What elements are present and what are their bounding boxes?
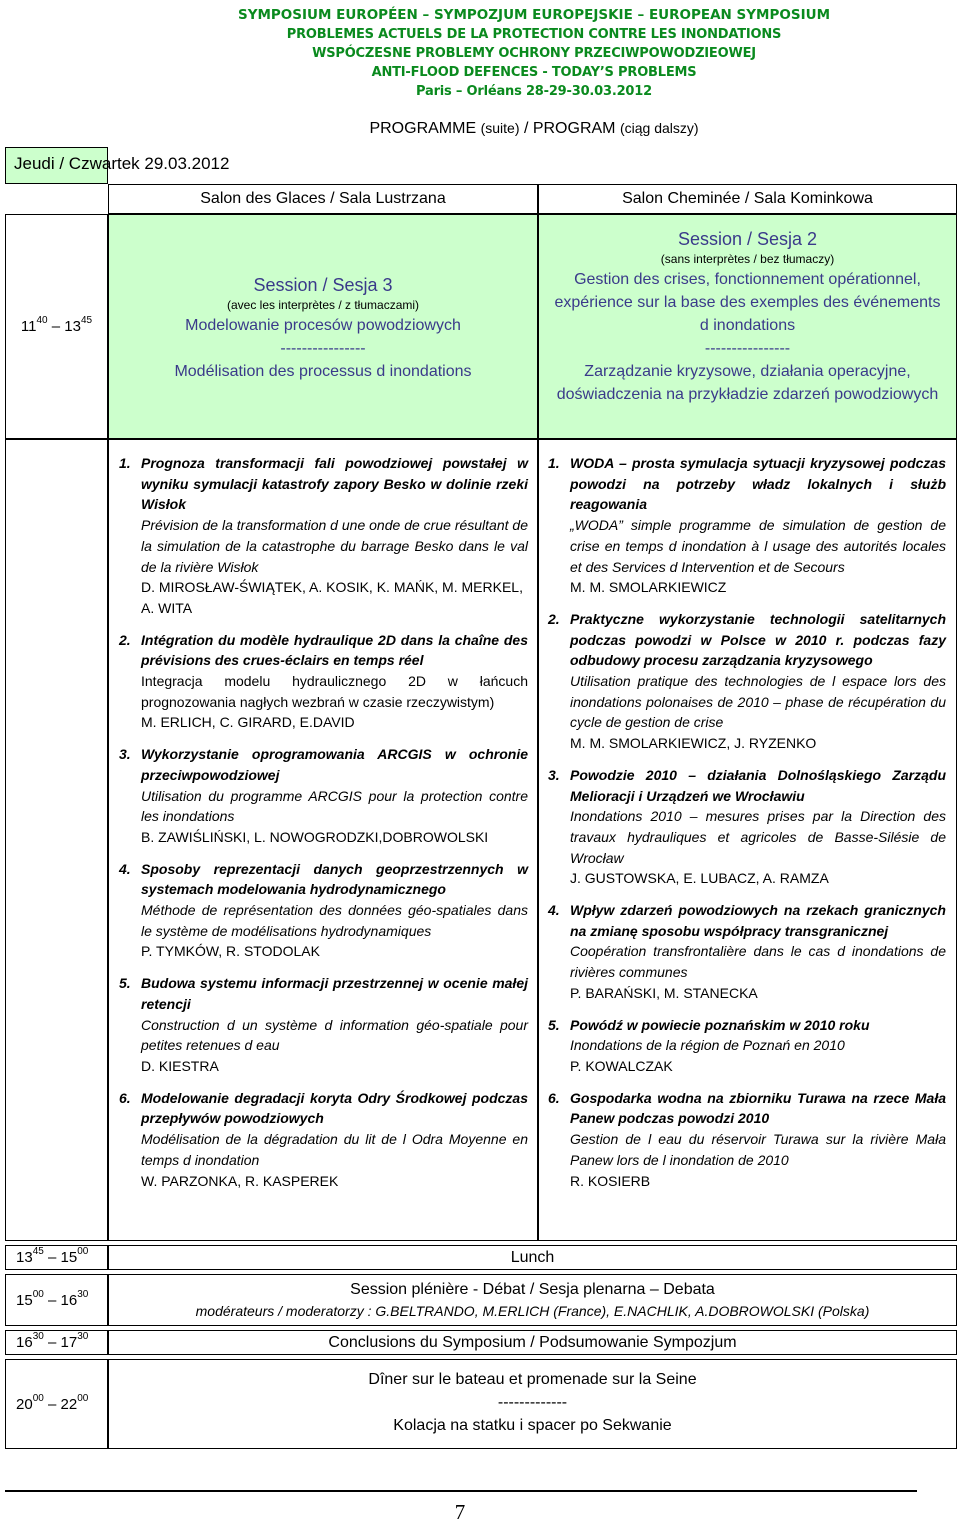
right-item-4 <box>548 900 946 1004</box>
day-label: Jeudi / Czwartek 29.03.2012 <box>14 154 230 173</box>
item-number: 4. <box>548 902 560 919</box>
items-time-cell <box>5 439 108 1241</box>
time-end-min: 00 <box>77 1246 89 1257</box>
time-end-hour: 16 <box>60 1291 78 1309</box>
dinner-pl: Kolacja na statku i spacer po Sekwanie <box>393 1417 672 1434</box>
dinner-sep: ------------- <box>497 1394 568 1411</box>
lunch-label: Lunch <box>510 1249 555 1266</box>
item-title: Powódź w powiecie poznańskim w 2010 roku <box>570 1016 870 1033</box>
item-number: 1. <box>548 455 560 471</box>
item-title: Budowa systemu informacji przestrzennej w ocenie małej retencji <box>141 975 528 1012</box>
left-item-2 <box>119 630 528 734</box>
item-translation: Utilisation du programme ARCGIS pour la protection contre les inondations <box>141 787 528 825</box>
item-translation: Inondations 2010 – mesures prises par la Direction des travaux hydrauliques et agricoles de Basse-Silésie de Wrocław <box>570 808 946 866</box>
time-start-min: 30 <box>32 1331 44 1342</box>
time-start-hour: 20 <box>16 1395 33 1413</box>
item-title: WODA – prosta symulacja sytuacji kryzysowej podczas powodzi na potrzeby władz lokalnych i służb reagowania <box>570 455 946 513</box>
room-left-header <box>108 184 538 214</box>
session-2-sep: ---------------- <box>704 340 791 357</box>
session-3-cell <box>108 214 538 439</box>
item-number: 2. <box>119 631 131 648</box>
item-translation: Coopération transfrontalière dans le cas d inondations de rivières communes <box>570 943 946 981</box>
plenary-moderators: modérateurs / moderatorzy : G.BELTRANDO, M.ERLICH (France), E.NACHLIK, A.DOBROWOLSKI (Polska) <box>195 1303 870 1319</box>
header-line-4: ANTI-FLOOD DEFENCES - TODAY’S PROBLEMS <box>371 65 697 80</box>
time-end-min: 30 <box>77 1288 89 1300</box>
session-3-sep: ---------------- <box>280 340 366 357</box>
conclusions-label: Conclusions du Symposium / Podsumowanie Sympozjum <box>328 1334 737 1351</box>
plenary-cell <box>108 1274 957 1326</box>
time-start-hour: 15 <box>16 1291 33 1309</box>
room-right-header <box>538 184 957 214</box>
item-title: Intégration du modèle hydraulique 2D dans la chaîne des prévisions des crues-éclairs en temps réel <box>141 631 528 669</box>
right-item-1 <box>548 453 946 598</box>
lunch-cell <box>108 1245 957 1270</box>
item-authors: P. KOWALCZAK <box>570 1057 673 1074</box>
item-translation: Inondations de la région de Poznań en 2010 <box>570 1037 845 1054</box>
conclusions-cell <box>108 1330 957 1355</box>
item-translation: Gestion de l eau du réservoir Turawa sur la rivière Mała Panew lors de l inondation de 2010 <box>570 1131 946 1168</box>
time-end-hour: 22 <box>60 1395 78 1413</box>
item-title: Modelowanie degradacji koryta Odry Środkowej podczas przepływów powodziowych <box>141 1089 528 1127</box>
slot-start-hour: 11 <box>20 318 37 335</box>
session-3-sub: (avec les interprètes / z tłumaczami) <box>226 298 420 312</box>
item-translation: Méthode de représentation des données géo-spatiales dans le système de modélisations hydrodynamiques <box>141 902 528 939</box>
session-2-pl: Zarządzanie kryzysowe, działania operacyjne, doświadczenia na przykładzie zdarzeń powodziowych <box>556 363 939 403</box>
slot-start-min: 40 <box>36 315 48 326</box>
time-end-min: 30 <box>77 1331 89 1342</box>
item-authors: P. TYMKÓW, R. STODOLAK <box>141 943 320 960</box>
item-authors: B. ZAWIŚLIŃSKI, L. NOWOGRODZKI,DOBROWOLSKI <box>141 828 489 845</box>
item-number: 3. <box>119 746 131 763</box>
item-title: Wykorzystanie oprogramowania ARCGIS w ochronie przeciwpowodziowej <box>141 746 528 783</box>
header-line-5: Paris – Orléans 28-29-30.03.2012 <box>416 84 652 99</box>
header-line-1: SYMPOSIUM EUROPÉEN – SYMPOZJUM EUROPEJSKIE – EUROPEAN SYMPOSIUM <box>237 7 831 23</box>
room-right-label: Salon Cheminée / Sala Kominkowa <box>622 190 873 207</box>
page-number: 7 <box>454 1500 466 1521</box>
right-item-6 <box>548 1088 946 1192</box>
header-line-3: WSPÓCZESNE PROBLEMY OCHRONY PRZECIWPOWODZIEOWEJ <box>312 46 756 61</box>
item-title: Praktyczne wykorzystanie technologii satelitarnych podczas powodzi w Polsce w 2010 r. podczas fazy odbudowy procesu zarządzania kryzysowego <box>570 610 946 669</box>
item-title: Gospodarka wodna na zbiorniku Turawa na rzece Mała Panew podczas powodzi 2010 <box>570 1089 946 1127</box>
right-presentations <box>548 453 946 1202</box>
item-title: Prognoza transformacji fali powodziowej powstałej w wyniku symulacji katastrofy zapory Besko w dolinie rzeki Wisłok <box>141 455 528 513</box>
time-end-hour: 17 <box>60 1334 78 1351</box>
programme-title-pl: / PROGRAM <box>523 120 616 137</box>
time-end-min: 00 <box>77 1392 89 1404</box>
item-translation: Integracja modelu hydraulicznego 2D w łańcuch prognozowania nagłych wezbrań w czasie rzeczywistym) <box>141 673 528 710</box>
left-item-1 <box>119 453 528 619</box>
item-title: Powodzie 2010 – działania Dolnośląskiego Zarządu Melioracji i Urządzeń we Wrocławiu <box>570 766 946 804</box>
conclusions-time: 16 $^{30}$ – 17 $^{30}$ <box>5 1330 108 1355</box>
session-2-cell <box>538 214 957 439</box>
room-left-label: Salon des Glaces / Sala Lustrzana <box>200 190 446 207</box>
left-item-3 <box>119 744 528 848</box>
slot-end-hour: 13 <box>64 318 81 335</box>
item-authors: D. MIROSŁAW-ŚWIĄTEK, A. KOSIK, K. MAŃK, M. MERKEL, A. WITA <box>141 579 523 616</box>
lunch-time: 13 $^{45}$ – 15 $^{00}$ <box>5 1245 108 1270</box>
item-translation: Prévision de la transformation d une onde de crue résultant de la simulation de la catastrophe du barrage Besko dans le val de la rivière Wisłok <box>141 517 528 575</box>
item-translation: Construction d un système d information géo-spatiale pour petites retenues d eau <box>141 1016 528 1054</box>
item-authors: M. ERLICH, C. GIRARD, E.DAVID <box>141 714 355 731</box>
time-start-hour: 16 <box>16 1334 33 1351</box>
time-start-min: 45 <box>32 1246 44 1257</box>
item-authors: P. BARAŃSKI, M. STANECKA <box>570 984 758 1001</box>
time-start-min: 00 <box>32 1392 44 1404</box>
time-end-hour: 15 <box>60 1249 78 1266</box>
item-authors: J. GUSTOWSKA, E. LUBACZ, A. RAMZA <box>570 870 829 887</box>
left-item-5 <box>119 973 528 1077</box>
left-item-6 <box>119 1088 528 1192</box>
item-number: 2. <box>548 610 560 627</box>
item-number: 5. <box>119 975 131 992</box>
time-start-hour: 13 <box>16 1249 33 1266</box>
programme-title-pl-suite: (ciąg dalszy) <box>619 120 699 136</box>
dinner-cell <box>108 1359 957 1449</box>
item-authors: W. PARZONKA, R. KASPEREK <box>141 1172 339 1189</box>
item-authors: M. M. SMOLARKIEWICZ <box>570 579 727 596</box>
right-item-2 <box>548 609 946 754</box>
item-number: 4. <box>119 860 131 877</box>
item-authors: D. KIESTRA <box>141 1057 219 1074</box>
time-start-min: 00 <box>32 1288 44 1300</box>
session-time-slot: 11 $^{40}$ – 13 $^{45}$ <box>5 214 108 439</box>
item-number: 6. <box>548 1089 560 1106</box>
programme-title <box>108 120 960 138</box>
item-translation: Modélisation de la dégradation du lit de l Odra Moyenne en temps d inondation <box>141 1131 528 1168</box>
item-title: Sposoby reprezentacji danych geoprzestrzennych w systemach modelowania hydrodynamicznego <box>141 860 528 898</box>
plenary-title: Session plénière - Débat / Sesja plenarna – Debata <box>350 1281 715 1298</box>
item-authors: R. KOSIERB <box>570 1172 651 1189</box>
item-authors: M. M. SMOLARKIEWICZ, J. RYZENKO <box>570 735 817 752</box>
session-3-title: Session / Sesja 3 <box>253 275 393 295</box>
symposium-header <box>108 6 960 101</box>
programme-title-fr: PROGRAMME <box>369 120 477 137</box>
item-number: 5. <box>548 1016 560 1033</box>
session-2-title: Session / Sesja 2 <box>677 229 818 249</box>
dinner-fr: Dîner sur le bateau et promenade sur la Seine <box>368 1371 697 1388</box>
plenary-time: 15 $^{00}$ – 16 $^{30}$ <box>5 1274 108 1326</box>
item-number: 6. <box>119 1089 131 1106</box>
left-item-4 <box>119 859 528 963</box>
left-presentations <box>119 453 528 1202</box>
item-number: 3. <box>548 766 560 783</box>
programme-title-fr-suite: (suite) <box>480 120 520 136</box>
session-2-sub: (sans interprètes / bez tłumaczy) <box>660 252 835 266</box>
item-number: 1. <box>119 455 131 471</box>
item-translation: „WODA” simple programme de simulation de gestion de crise en temps d inondation à l usage des autorités locales et des Services d Intervention et de Secours <box>570 517 946 575</box>
session-2-fr: Gestion des crises, fonctionnement opérationnel, expérience sur la base des exemples des événements d inondations <box>554 271 941 334</box>
item-translation: Utilisation pratique des technologies de l espace lors des inondations polonaises de 2010 – phase de récupération du cycle de gestion de crise <box>570 673 946 731</box>
footer-rule <box>5 1490 917 1492</box>
day-cell <box>5 147 230 184</box>
header-line-2: PROBLEMES ACTUELS DE LA PROTECTION CONTRE LES INONDATIONS <box>286 27 782 42</box>
item-title: Wpływ zdarzeń powodziowych na rzekach granicznych na zmianę sposobu współpracy transgranicznej <box>570 902 946 939</box>
right-item-3 <box>548 765 946 889</box>
session-3-pl: Modelowanie procesów powodziowych <box>185 317 461 334</box>
session-3-fr: Modélisation des processus d inondations <box>174 363 472 380</box>
right-item-5 <box>548 1015 946 1077</box>
slot-end-min: 45 <box>80 315 93 326</box>
dinner-time: 20 $^{00}$ – 22 $^{00}$ <box>5 1359 108 1449</box>
